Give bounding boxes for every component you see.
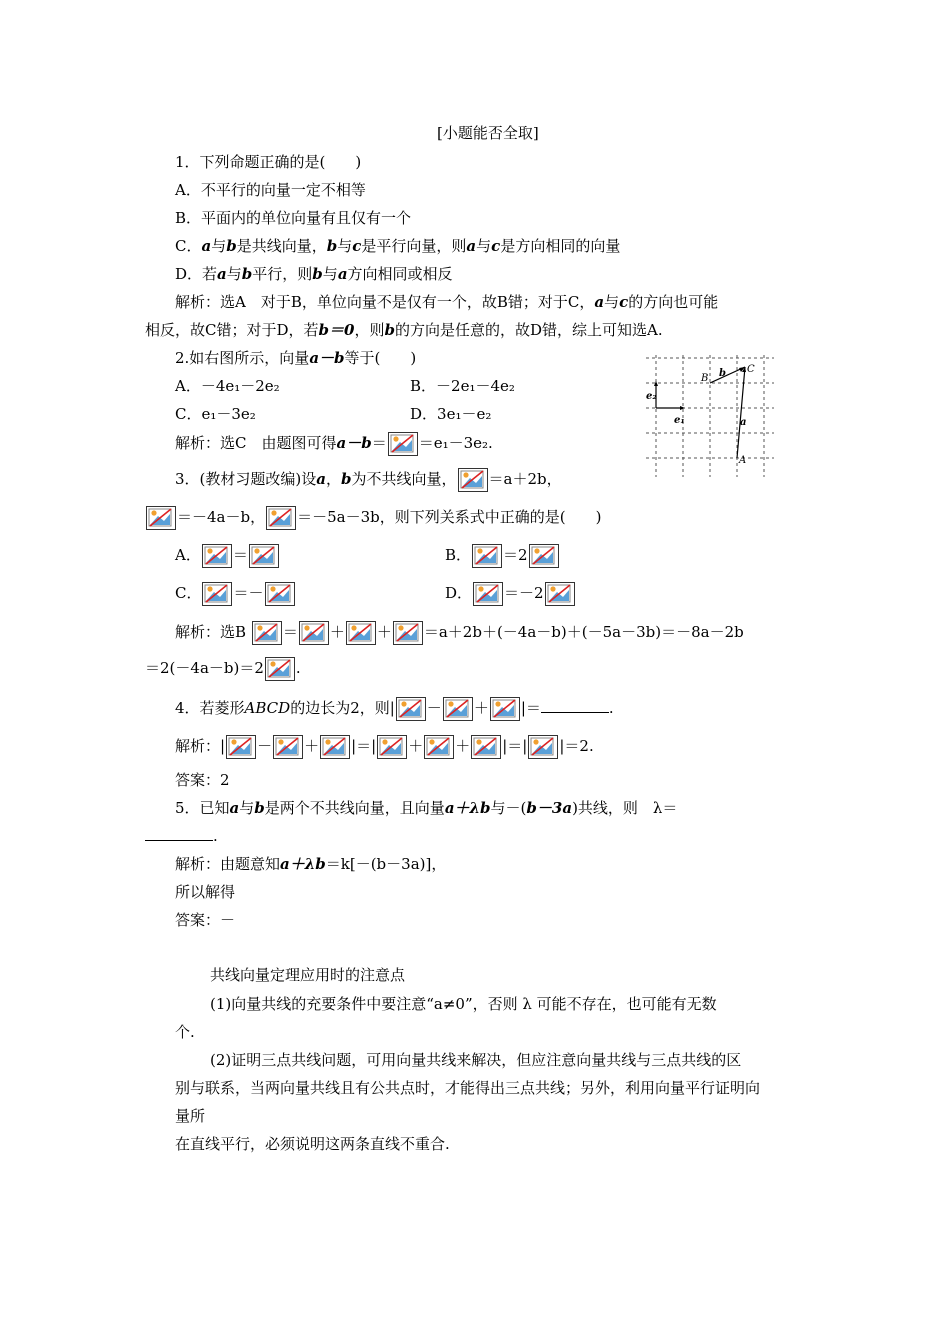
- missing-image-icon: [273, 735, 303, 759]
- note-p1-line1: (1)向量共线的充要条件中要注意“a≠0”，否则 λ 可能不存在，也可能有无数: [210, 995, 717, 1013]
- missing-image-icon: [346, 621, 376, 645]
- q4-stem: 4．若菱形ABCD的边长为2，则| － ＋ |＝ .: [175, 697, 614, 721]
- q1-option-c: C．a与b是共线向量，b与c是平行向量，则a与c是方向相同的向量: [175, 237, 621, 255]
- q1-solution-line2: 相反，故C错；对于D，若b＝0，则b的方向是任意的，故D错，综上可知选A.: [145, 321, 663, 339]
- q4-solution: 解析：| － ＋ |＝| ＋ ＋ |＝| |＝2.: [175, 735, 594, 759]
- missing-image-icon: [393, 621, 423, 645]
- q1-option-b: B．平面内的单位向量有且仅有一个: [175, 209, 412, 227]
- missing-image-icon: [472, 544, 502, 568]
- missing-image-icon: [320, 735, 350, 759]
- missing-image-icon: [388, 432, 418, 456]
- q2-option-a: A．－4e₁－2e₂: [175, 377, 280, 395]
- missing-image-icon: [443, 697, 473, 721]
- q3-option-d: D． ＝－2: [445, 582, 576, 606]
- q5-solution-2: 所以解得: [175, 883, 236, 901]
- a-vector: [737, 367, 745, 458]
- q5-solution: 解析：由题意知a＋λb＝k[－(b－3a)]，: [175, 855, 447, 873]
- point-b-label: B: [701, 373, 709, 384]
- missing-image-icon: [299, 621, 329, 645]
- q5-stem: 5．已知a与b是两个不共线向量，且向量a＋λb与－(b－3a)共线，则 λ＝: [175, 799, 678, 817]
- missing-image-icon: [528, 735, 558, 759]
- e2-label: e₂: [646, 391, 657, 402]
- q5-answer: 答案：－: [175, 911, 236, 929]
- q3-solution-line2: ＝2(－4a－b)＝2 .: [145, 657, 301, 681]
- q1-stem: 1．下列命题正确的是( ): [175, 153, 362, 171]
- missing-image-icon: [473, 582, 503, 606]
- missing-image-icon: [202, 544, 232, 568]
- q3-stem-line1: 3．(教材习题改编)设a，b为不共线向量， ＝a＋2b，: [175, 468, 562, 492]
- note-p1-line2: 个.: [175, 1023, 195, 1041]
- missing-image-icon: [377, 735, 407, 759]
- q3-option-b: B． ＝2: [445, 544, 560, 568]
- missing-image-icon: [265, 657, 295, 681]
- q1-option-a: A．不平行的向量一定不相等: [175, 181, 366, 199]
- point-a-label: A: [739, 455, 747, 466]
- q3-option-c: C． ＝－: [175, 582, 296, 606]
- missing-image-icon: [252, 621, 282, 645]
- e1-label: e₁: [674, 415, 685, 426]
- missing-image-icon: [226, 735, 256, 759]
- missing-image-icon: [424, 735, 454, 759]
- q1-option-d: D．若a与b平行，则b与a方向相同或相反: [175, 265, 453, 283]
- vector-b-label: b: [719, 368, 726, 379]
- vector-a-label: a: [740, 417, 747, 428]
- grid-lines: [646, 355, 774, 477]
- missing-image-icon: [265, 582, 295, 606]
- note-p2-line4: 在直线平行，必须说明这两条直线不重合.: [175, 1135, 450, 1153]
- q3-option-a: A． ＝: [175, 544, 280, 568]
- section-title: [小题能否全取]: [437, 124, 539, 142]
- note-title: 共线向量定理应用时的注意点: [210, 966, 406, 984]
- q1-solution-line1: 解析：选A 对于B，单位向量不是仅有一个，故B错；对于C，a与c的方向也可能: [175, 293, 719, 311]
- missing-image-icon: [202, 582, 232, 606]
- q3-stem-line2: ＝－4a－b， ＝－5a－3b，则下列关系式中正确的是( ): [145, 506, 601, 530]
- missing-image-icon: [396, 697, 426, 721]
- missing-image-icon: [458, 468, 488, 492]
- q2-stem: 2.如右图所示，向量a－b等于( ): [175, 349, 417, 367]
- missing-image-icon: [249, 544, 279, 568]
- missing-image-icon: [545, 582, 575, 606]
- q2-solution: 解析：选C 由题图可得a－b＝ ＝e₁－3e₂.: [175, 432, 493, 456]
- note-p2-line3: 量所: [175, 1107, 206, 1125]
- q2-option-d: D．3e₁－e₂: [410, 405, 492, 423]
- answer-blank: [541, 698, 609, 713]
- missing-image-icon: [490, 697, 520, 721]
- missing-image-icon: [471, 735, 501, 759]
- q2-option-c: C．e₁－3e₂: [175, 405, 256, 423]
- q3-solution-line1: 解析：选B ＝ ＋ ＋ ＝a＋2b＋(－4a－b)＋(－5a－3b)＝－8a－2b: [175, 621, 744, 645]
- grid-svg: [646, 355, 776, 480]
- q2-option-b: B．－2e₁－4e₂: [410, 377, 515, 395]
- q4-answer: 答案：2: [175, 771, 230, 789]
- point-c-label: C: [747, 364, 755, 375]
- answer-blank: [145, 826, 213, 841]
- note-p2-line1: (2)证明三点共线问题，可用向量共线来解决，但应注意向量共线与三点共线的区: [210, 1051, 742, 1069]
- missing-image-icon: [146, 506, 176, 530]
- vector-grid-figure: [646, 355, 776, 484]
- note-p2-line2: 别与联系，当两向量共线且有公共点时，才能得出三点共线；另外，利用向量平行证明向: [175, 1079, 761, 1097]
- missing-image-icon: [266, 506, 296, 530]
- missing-image-icon: [529, 544, 559, 568]
- q5-stem-blank: .: [145, 826, 218, 846]
